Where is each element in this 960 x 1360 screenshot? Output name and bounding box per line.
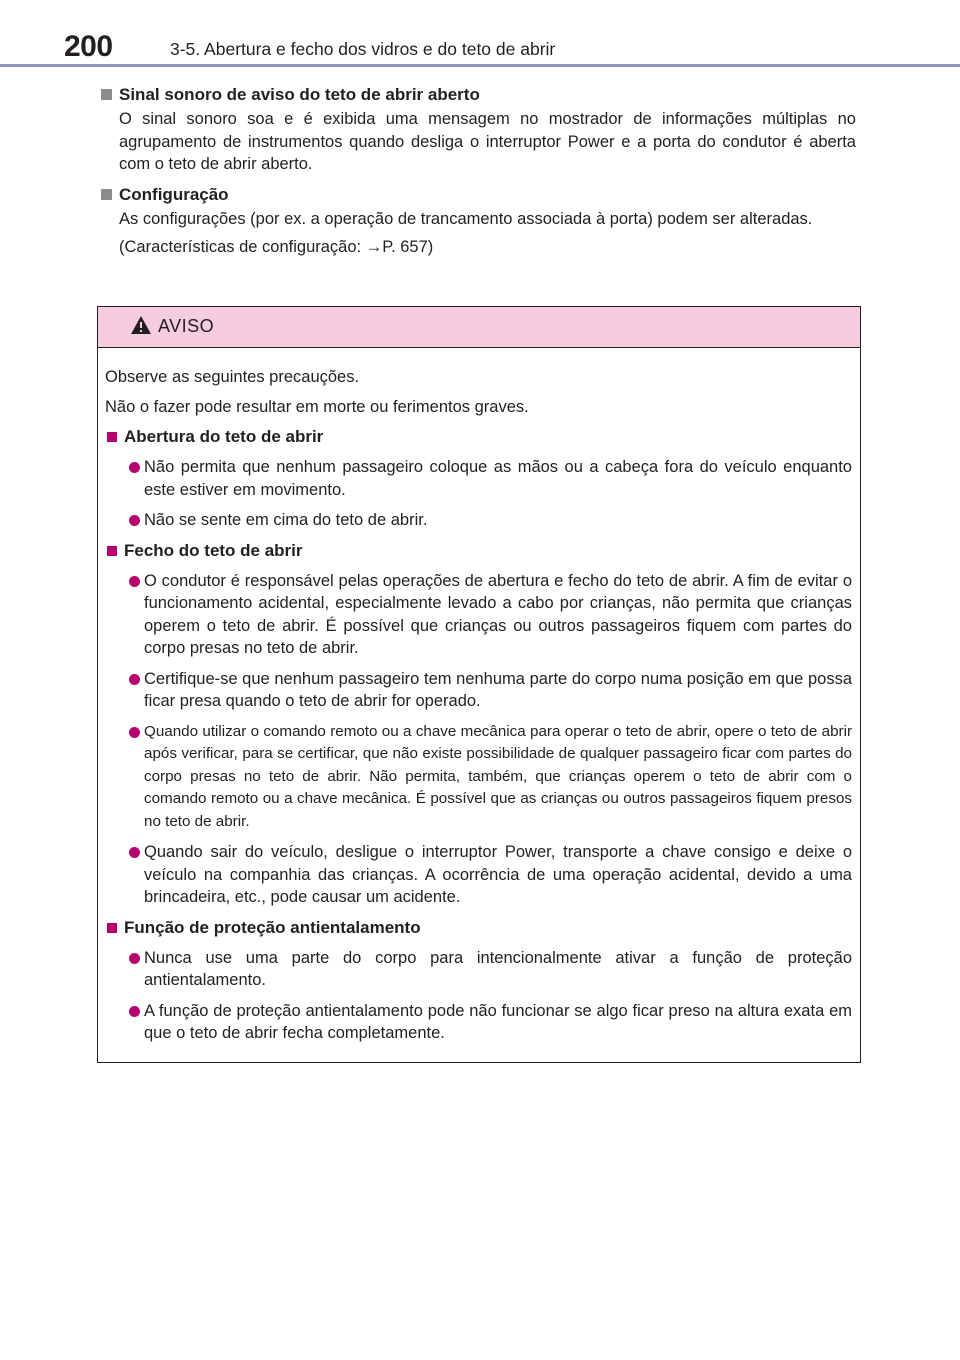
page-number: 200 [64,30,113,63]
warning-item: Certifique-se que nenhum passageiro tem nenhuma parte do corpo numa posição em que possa ficar presa quando o teto de abrir for operado. [105,668,852,713]
dot-bullet-icon [129,462,140,473]
warning-item: Não permita que nenhum passageiro coloque as mãos ou a cabeça fora do veículo enquanto este estiver em movimento. [105,456,852,501]
warning-item: Nunca use uma parte do corpo para intencionalmente ativar a função de proteção antientalamento. [105,947,852,992]
paragraph: As configurações (por ex. a operação de trancamento associada à porta) podem ser alteradas. [119,209,813,228]
square-bullet-icon [101,189,112,200]
square-bullet-icon [101,89,112,100]
dot-bullet-icon [129,1006,140,1017]
warning-title: AVISO [158,316,215,336]
dot-bullet-icon [129,953,140,964]
page-header [64,30,924,64]
warning-subheading: Abertura do teto de abrir [105,426,852,448]
section-heading: Sinal sonoro de aviso do teto de abrir aberto [99,84,856,106]
main-content [99,80,856,259]
warning-item: A função de proteção antientalamento pode não funcionar se algo ficar preso na altura exata em que o teto de abrir fecha completamente. [105,1000,852,1045]
warning-header [98,307,860,348]
warning-intro: Não o fazer pode resultar em morte ou ferimentos graves. [105,398,529,416]
square-bullet-icon [107,432,117,442]
section-heading: Configuração [99,184,856,206]
warning-subheading: Função de proteção antientalamento [105,917,852,939]
warning-box [97,306,861,1063]
warning-item: O condutor é responsável pelas operações de abertura e fecho do teto de abrir. A fim de evitar o funcionamento acidental, especialmente levado a cabo por crianças, não permita que crianças operem o teto de abrir. É possível que crianças ou outros passageiros fiquem com partes do corpo presas no teto de abrir. [105,570,852,660]
dot-bullet-icon [129,727,140,738]
header-rule [0,64,960,67]
warning-icon [130,315,152,335]
dot-bullet-icon [129,674,140,685]
paragraph: O sinal sonoro soa e é exibida uma mensagem no mostrador de informações múltiplas no agrupamento de instrumentos quando desliga o interruptor Power e a porta do condutor é aberta com o teto de abrir aberto. [119,110,856,173]
dot-bullet-icon [129,576,140,587]
square-bullet-icon [107,546,117,556]
dot-bullet-icon [129,847,140,858]
warning-body [98,348,860,1045]
square-bullet-icon [107,923,117,933]
warning-intro: Observe as seguintes precauções. [105,368,360,386]
warning-item: Quando utilizar o comando remoto ou a chave mecânica para operar o teto de abrir, opere o teto de abrir após verificar, para se certificar, que não existe possibilidade de qualquer passageiro ficar com partes do corpo presas no teto de abrir. Não permita, também, que crianças operem o teto de abrir com o comando remoto ou a chave mecânica. É possível que as crianças ou outros passageiros fiquem presos no teto de abrir. [105,721,852,834]
warning-subheading: Fecho do teto de abrir [105,540,852,562]
paragraph: (Características de configuração: →P. 657) [119,238,434,256]
warning-item: Não se sente em cima do teto de abrir. [105,509,852,532]
dot-bullet-icon [129,515,140,526]
warning-item: Quando sair do veículo, desligue o interruptor Power, transporte a chave consigo e deixe o veículo na companhia das crianças. A ocorrência de uma operação acidental, devido a uma brincadeira, etc., pode causar um acidente. [105,841,852,909]
chapter-title: 3-5. Abertura e fecho dos vidros e do teto de abrir [170,39,556,59]
